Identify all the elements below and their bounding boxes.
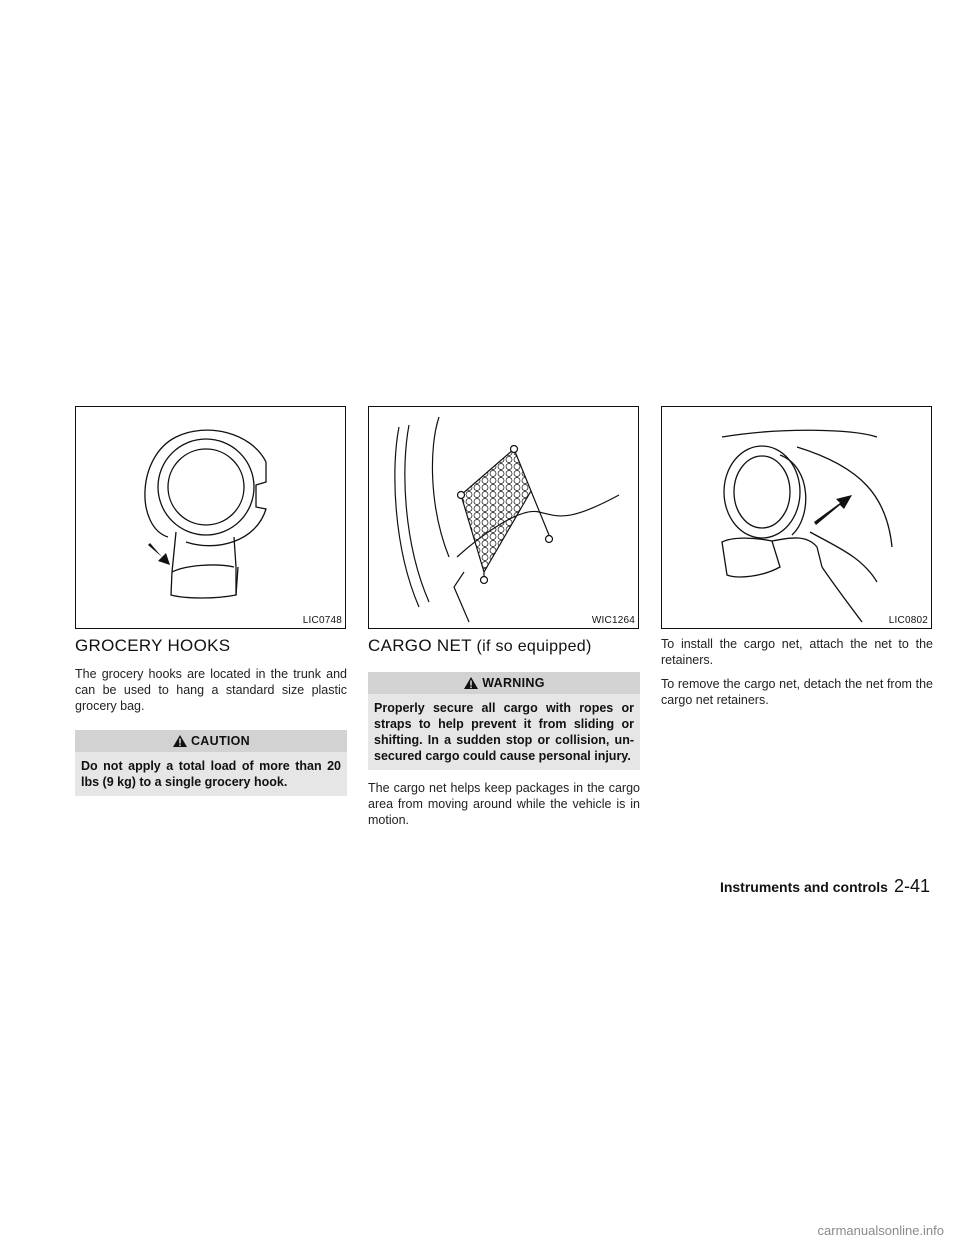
figure-code: LIC0748 bbox=[302, 615, 342, 626]
figure-code: WIC1264 bbox=[591, 615, 635, 626]
warning-box bbox=[368, 672, 640, 770]
warning-triangle-icon bbox=[172, 734, 188, 748]
page-number: 2-41 bbox=[893, 876, 930, 896]
figure-code: LIC0802 bbox=[888, 615, 928, 626]
heading-main: CARGO NET bbox=[368, 636, 472, 655]
grocery-hooks-section bbox=[75, 636, 347, 806]
caution-header bbox=[75, 730, 347, 752]
section-heading bbox=[368, 636, 640, 656]
install-text: To install the cargo net, attach the net to the retainers. bbox=[661, 637, 933, 667]
footer-section-title: Instruments and controls bbox=[719, 879, 888, 895]
cargo-net-illustration bbox=[369, 407, 639, 629]
warning-text: Properly secure all cargo with ropes or straps to help prevent it from sliding or shifting. In a sudden stop or collision, un-secured cargo could cause personal injury. bbox=[374, 701, 634, 763]
caution-box bbox=[75, 730, 347, 796]
watermark: carmanualsonline.info bbox=[817, 1223, 944, 1238]
caution-text: Do not apply a total load of more than 20 lbs (9 kg) to a single grocery hook. bbox=[81, 759, 341, 789]
figure-grocery-hook bbox=[75, 406, 346, 629]
page-footer bbox=[720, 876, 930, 897]
warning-triangle-icon bbox=[463, 676, 479, 690]
body-text: The cargo net helps keep packages in the cargo area from moving around while the vehicle is in motion. bbox=[368, 781, 640, 827]
arrow-icon bbox=[814, 495, 852, 525]
caution-label: CAUTION bbox=[190, 734, 251, 748]
figure-cargo-net bbox=[368, 406, 639, 629]
warning-label: WARNING bbox=[482, 676, 545, 690]
body-text: The grocery hooks are located in the trunk and can be used to hang a standard size plastic grocery bag. bbox=[75, 667, 347, 713]
cargo-net-instructions bbox=[661, 636, 933, 716]
heading-suffix: (if so equipped) bbox=[476, 638, 592, 655]
arrow-icon bbox=[148, 543, 170, 565]
cargo-net-section bbox=[368, 636, 640, 836]
warning-header bbox=[368, 672, 640, 694]
grocery-hook-illustration bbox=[76, 407, 346, 629]
cargo-net-retainer-illustration bbox=[662, 407, 932, 629]
figure-cargo-net-retainer bbox=[661, 406, 932, 629]
section-heading: GROCERY HOOKS bbox=[75, 636, 231, 655]
remove-text: To remove the cargo net, detach the net from the cargo net retainers. bbox=[661, 677, 933, 707]
